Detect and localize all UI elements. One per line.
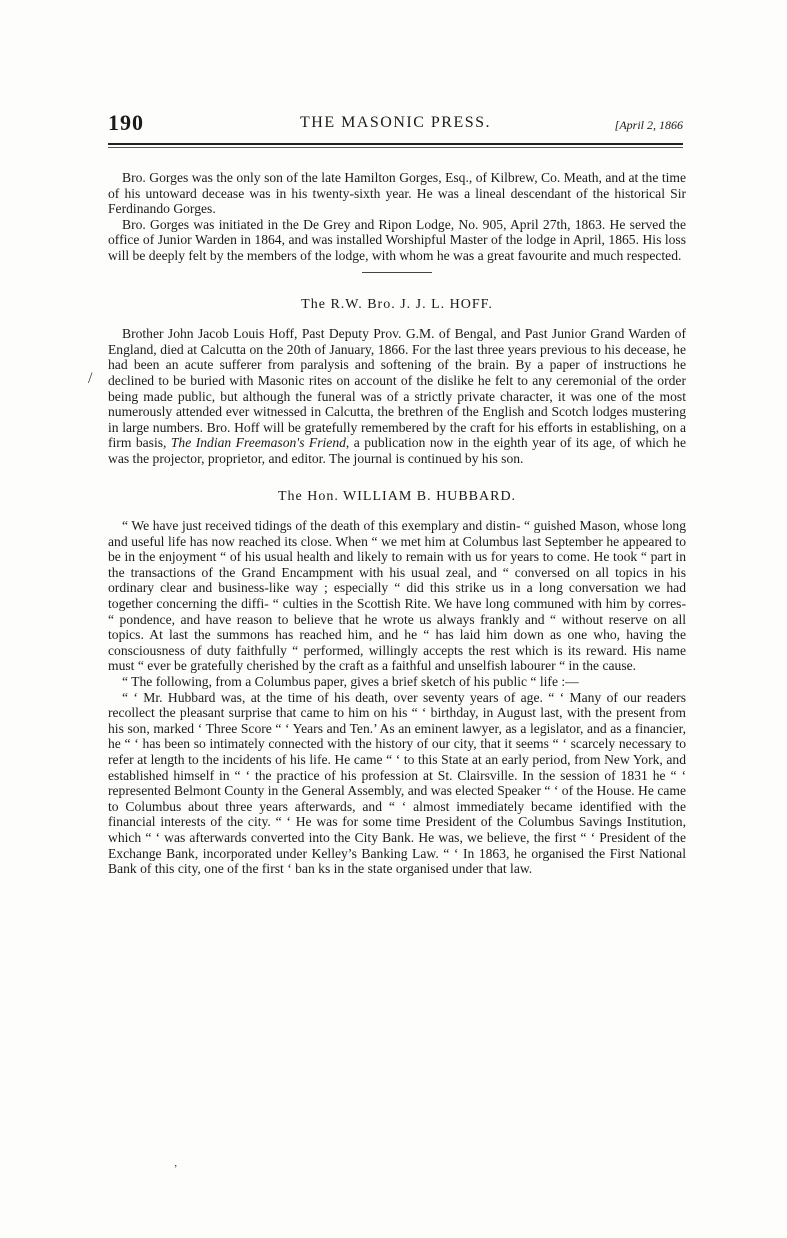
- page-number: 190: [108, 110, 144, 135]
- obituary-heading-hoff: The R.W. Bro. J. J. L. HOFF.: [301, 296, 493, 312]
- hoff-text-b: a publication now in the eighth year of its age, of which he was the projector, proprietor, and editor. The journal is continued by his son.: [108, 435, 686, 466]
- margin-mark: /: [88, 370, 93, 387]
- issue-date: [April 2, 1866: [614, 118, 683, 132]
- header-rule: [108, 143, 683, 145]
- paragraph-gorges-1: Bro. Gorges was the only son of the late Hamilton Gorges, Esq., of Kilbrew, Co. Meath, and at the time of his untoward decease was in his twenty-sixth year. He was a lineal descendant of the historical Sir Ferdinando Gorges.: [108, 170, 686, 217]
- article-body: [108, 170, 686, 877]
- paragraph-gorges-2: Bro. Gorges was initiated in the De Grey and Ripon Lodge, No. 905, April 27th, 1863. He served the office of Junior Warden in 1864, and was installed Worshipful Master of the lodge in April, 1865. His loss will be deeply felt by the members of the lodge, with whom he was a great favourite and much respected.: [108, 216, 686, 263]
- obituary-heading-hubbard: The Hon. WILLIAM B. HUBBARD.: [277, 488, 517, 504]
- paragraph-hubbard-1: “ We have just received tidings of the death of this exemplary and distin- “ guished Mason, whose long and useful life has now reached its close. When “ we met him at Columbus last September he appeared to be in the enjoyment “ of his usual health and likely to remain with us for years to come. He took “ part in the transactions of the Grand Encampment with his usual zeal, and “ conversed on all topics in his ordinary clear and business-like way ; especially “ did this strike us in a long conversation we had together concerning the diffi- “ culties in the Scottish Rite. We have long communed with him by corres- “ pondence, and have reason to believe that he wrote us always frankly and “ without reserve on all topics. At last the summons has reached him, and he “ has laid him down as one who, having the consciousness of duty faithfully “ performed, willingly accepts the rest which is its reward. His name must “ ever be gratefully cherished by the craft as a faithful and unselfish labourer “ in the cause.: [108, 518, 686, 674]
- running-title: THE MASONIC PRESS.: [299, 114, 492, 131]
- stray-mark: ‚: [174, 1158, 178, 1169]
- section-divider: [362, 272, 432, 273]
- paragraph-hubbard-2: “ The following, from a Columbus paper, gives a brief sketch of his public “ life :—: [122, 674, 579, 690]
- hoff-text-a: Brother John Jacob Louis Hoff, Past Deputy Prov. G.M. of Bengal, and Past Junior Grand Warden of England, died at Calcutta on the 20th of January, 1866. For the last three years previous to his decease, he had been an acute sufferer from paralysis and softening of the brain. By a paper of instructions he declined to be buried with Masonic rites on account of the dislike he felt to any ceremonial of the order being made public, but although the funeral was of a strictly private character, it was one of the most numerously attended ever witnessed in Calcutta, the brethren of the English and Scotch lodges mustering in large numbers. Bro. Hoff will be gratefully remembered by the craft for his efforts in establishing, on a firm basis,: [108, 326, 686, 451]
- page-header: [108, 110, 683, 140]
- paragraph-hoff: [108, 326, 686, 466]
- paragraph-hubbard-3: “ ‘ Mr. Hubbard was, at the time of his death, over seventy years of age. “ ‘ Many of our readers recollect the pleasant surprise that came to him on his “ ‘ birthday, in August last, with the present from his son, marked ‘ Three Score “ ‘ Years and Ten.’ As an eminent lawyer, as a legislator, and as a financier, he “ ‘ has been so intimately connected with the history of our city, that it seems “ ‘ scarcely necessary to refer at length to the incidents of his life. He came “ ‘ to this State at an early period, from New York, and established himself in “ ‘ the practice of his profession at St. Clairsville. In the session of 1831 he “ ‘ represented Belmont County in the General Assembly, and was elected Speaker “ ‘ of the House. He came to Columbus about three years afterwards, and “ ‘ almost immediately became identified with the financial interests of the city. “ ‘ He was for some time President of the Columbus Savings Institution, which “ ‘ was afterwards converted into the City Bank. He was, we believe, the first “ ‘ President of the Exchange Bank, incorporated under Kelley’s Banking Law. “ ‘ In 1863, he organised the First National Bank of this city, one of the first ‘ ban ks in the state organised under that law.: [108, 689, 686, 877]
- journal-title: The Indian Freemason's Friend,: [170, 435, 350, 451]
- header-rule-thin: [108, 147, 683, 148]
